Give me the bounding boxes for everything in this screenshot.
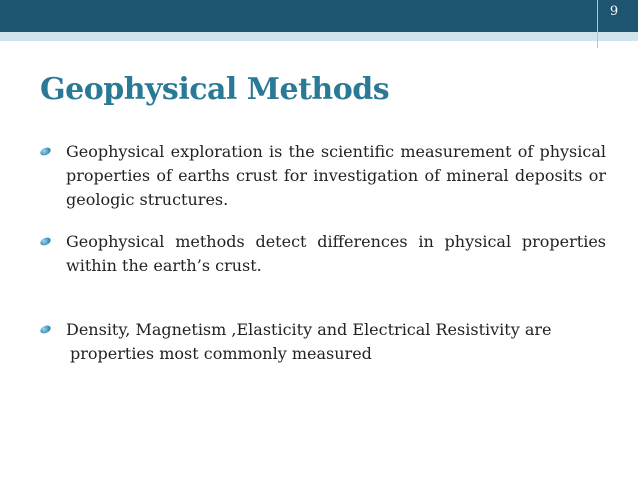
header-bar [0, 0, 638, 32]
bullet-text: Density, Magnetism ,Elasticity and Electrical Resistivity are [66, 320, 552, 339]
bullet-text: Geophysical exploration is the scientific measurement of physical properties of earths crust for investigation of mineral deposits or geologic structures. [66, 142, 606, 209]
bullet-text: Geophysical methods detect differences in physical properties within the earth’s crust. [66, 232, 606, 275]
bullet-text-continued: properties most commonly measured [70, 344, 372, 363]
bullet-list [36, 140, 606, 366]
slide-title: Geophysical Methods [40, 72, 390, 107]
bullet-icon [39, 236, 52, 247]
slide-number: 9 [609, 4, 619, 19]
bullet-item [36, 140, 606, 212]
header-band [0, 32, 638, 41]
bullet-icon [39, 324, 52, 335]
header-divider [597, 0, 598, 48]
bullet-item [36, 318, 606, 366]
bullet-icon [39, 146, 52, 157]
bullet-item [36, 230, 606, 278]
